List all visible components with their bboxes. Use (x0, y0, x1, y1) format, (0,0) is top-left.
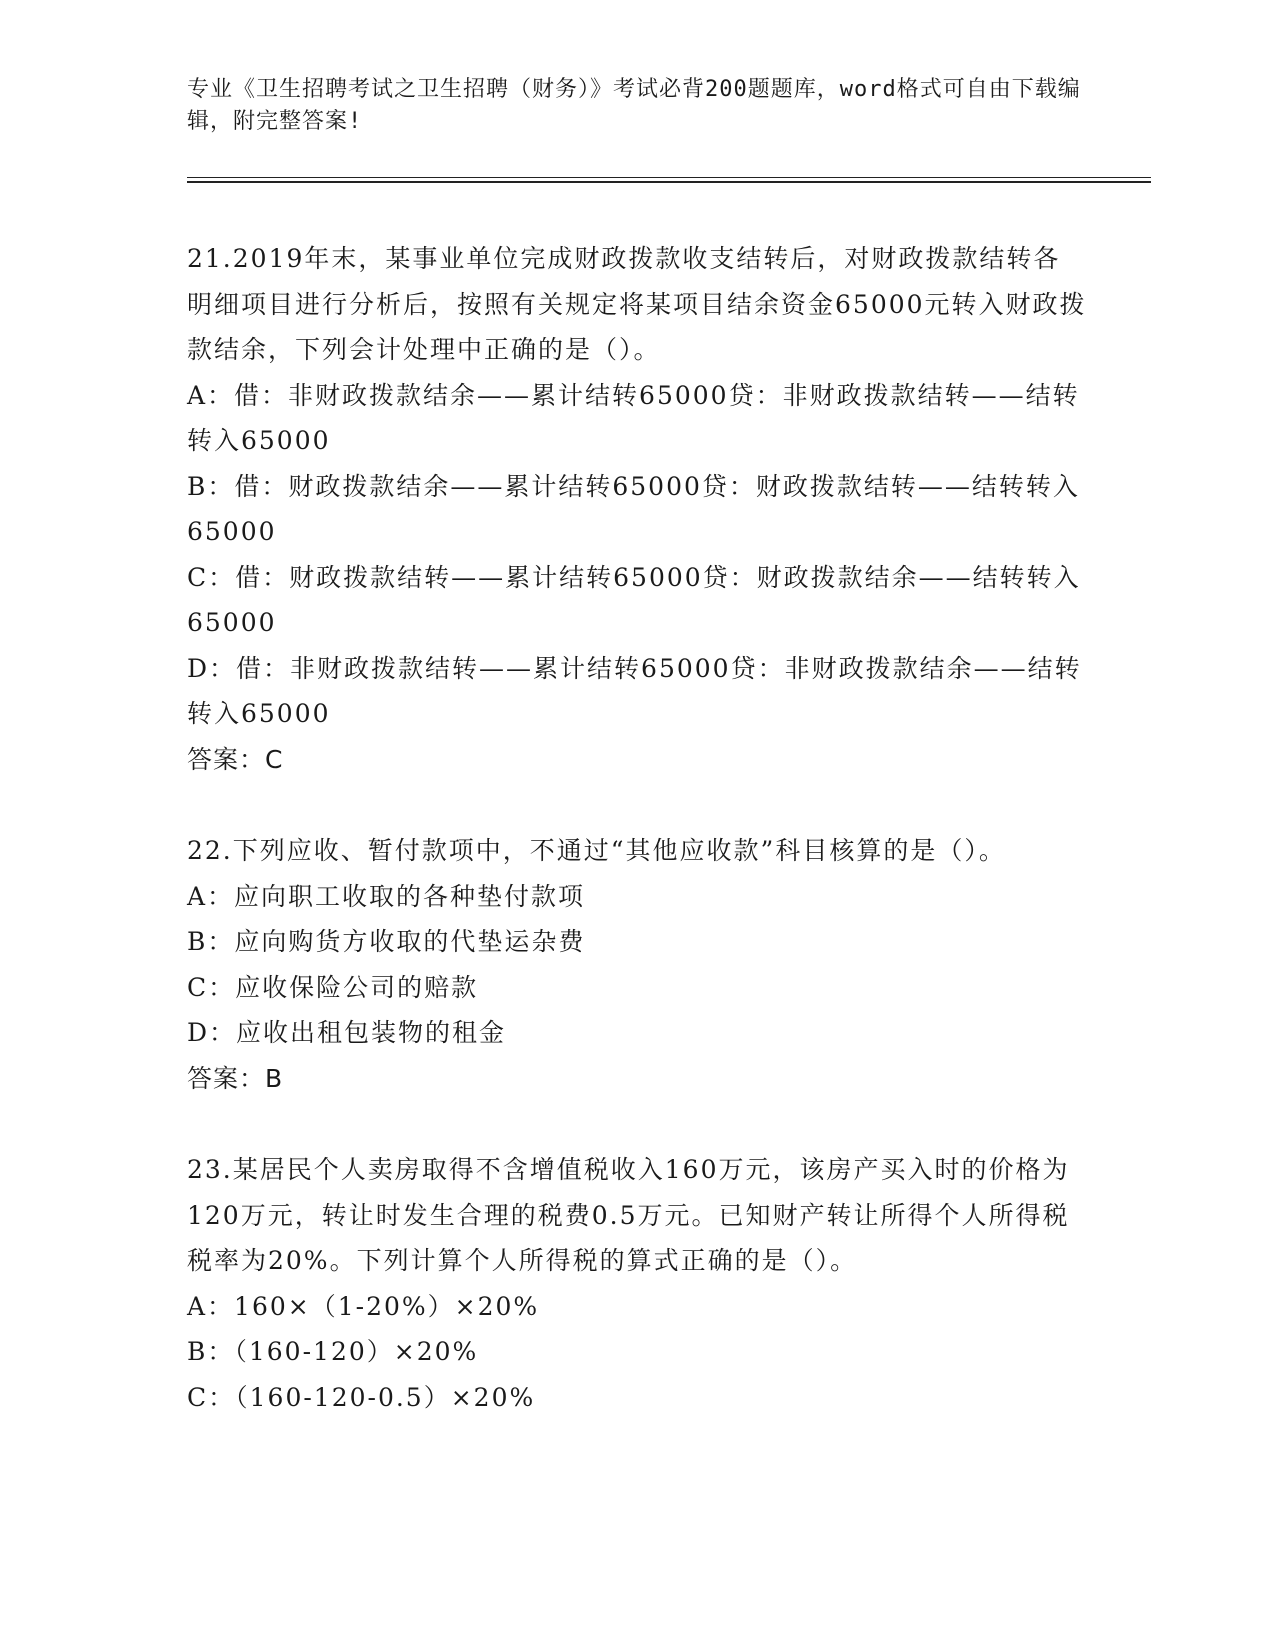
answer-line: 答案：C (187, 744, 284, 774)
option-d: D：借：非财政拨款结转——累计结转65000贷：非财政拨款结余——结转转入65000 (187, 653, 1082, 728)
option-d: D：应收出租包装物的租金 (187, 1018, 507, 1047)
question-stem: 23.某居民个人卖房取得不含增值税收入160万元，该房产买入时的价格为120万元，转让时发生合理的税费0.5万元。已知财产转让所得个人所得税税率为20%。下列计算个人所得税的算式正确的是（）。 (187, 1155, 1070, 1275)
question-23 (187, 1147, 1087, 1420)
option-a: A：应向职工收取的各种垫付款项 (187, 881, 586, 911)
header-title: 专业《卫生招聘考试之卫生招聘（财务）》考试必背200题题库，word格式可自由下载编辑，附完整答案! (187, 77, 1081, 134)
option-c: C：（160-120-0.5）×20% (187, 1382, 536, 1412)
option-b: B：应向购货方收取的代垫运杂费 (187, 927, 586, 956)
header-rule-thin (187, 177, 1151, 178)
question-stem: 21.2019年末，某事业单位完成财政拨款收支结转后，对财政拨款结转各明细项目进行分析后，按照有关规定将某项目结余资金65000元转入财政拨款结余，下列会计处理中正确的是（）。 (187, 244, 1087, 364)
option-a: A：160×（1-20%）×20% (187, 1291, 540, 1321)
option-a: A：借：非财政拨款结余——累计结转65000贷：非财政拨款结转——结转转入65000 (187, 380, 1080, 455)
option-c: C：应收保险公司的赔款 (187, 972, 479, 1002)
option-b: B：（160-120）×20% (187, 1337, 479, 1366)
header-rule-thick (187, 181, 1151, 183)
answer-line: 答案：B (187, 1063, 284, 1093)
document-header (187, 74, 1087, 138)
option-c: C：借：财政拨款结转——累计结转65000贷：财政拨款结余——结转转入65000 (187, 562, 1081, 637)
option-b: B：借：财政拨款结余——累计结转65000贷：财政拨款结转——结转转入65000 (187, 471, 1080, 546)
question-list (187, 236, 1087, 1466)
question-21 (187, 236, 1087, 782)
question-22 (187, 828, 1087, 1101)
question-stem: 22.下列应收、暂付款项中，不通过“其他应收款”科目核算的是（）。 (187, 836, 1006, 865)
